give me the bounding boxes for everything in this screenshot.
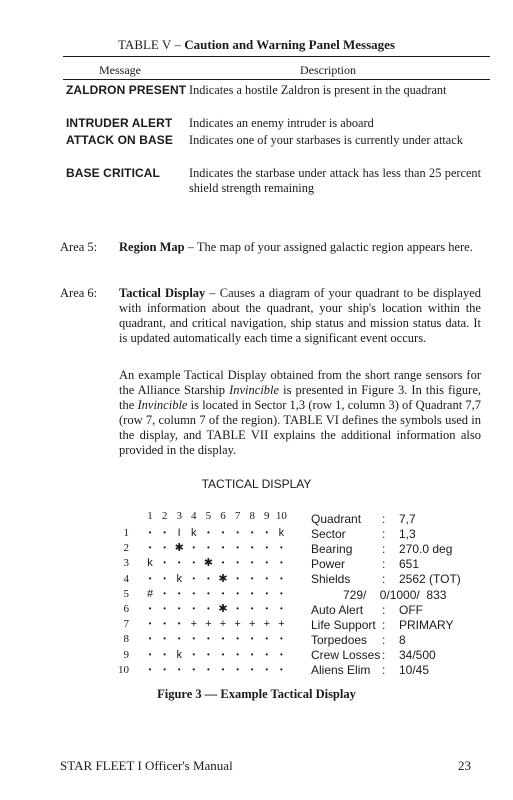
grid-cell: • xyxy=(177,634,181,644)
grid-cell: k xyxy=(191,527,197,539)
grid-cell: • xyxy=(177,664,181,674)
area-text: Tactical Display – Causes a diagram of your quadrant to be displayed with information about the quadrant, your ship's location within the quadrant, and critical navigation, ship status and mission status data. It is updated automatically each time a significant event occurs. xyxy=(119,286,481,345)
grid-cell: ✱ xyxy=(174,542,184,555)
grid-cell: • xyxy=(221,528,225,537)
area-text: Region Map – The map of your assigned galactic region appears here. xyxy=(119,240,473,254)
grid-cell: • xyxy=(265,649,269,659)
grid-cell: • xyxy=(163,528,166,537)
grid-cell: • xyxy=(250,649,254,659)
grid-cell: + xyxy=(205,618,212,631)
grid-cell: • xyxy=(163,588,166,598)
status-key: Life Support xyxy=(311,617,376,632)
grid-cell: • xyxy=(265,634,269,644)
grid-cell: • xyxy=(148,604,152,613)
status-value: PRIMARY xyxy=(399,617,454,632)
grid-row-label: 4 xyxy=(123,572,129,585)
status-key: Power xyxy=(311,557,346,572)
grid-row-label: 7 xyxy=(123,618,129,631)
table-header-message: Message xyxy=(99,63,141,77)
grid-cell: • xyxy=(148,573,152,583)
grid-cell: • xyxy=(163,573,166,583)
grid-cell: • xyxy=(279,543,283,553)
grid-cell: • xyxy=(221,543,225,553)
grid-cell: # xyxy=(146,587,154,600)
grid-row-label: 8 xyxy=(123,633,129,646)
grid-cell: • xyxy=(192,664,196,674)
grid-cell: • xyxy=(163,558,166,568)
grid-row-label: 3 xyxy=(123,557,129,570)
grid-cell: • xyxy=(236,558,239,568)
status-colon: : xyxy=(382,527,386,542)
grid-row-label: 6 xyxy=(123,603,129,615)
grid-column-label: 1 xyxy=(147,510,153,522)
status-value: 34/500 xyxy=(399,647,436,662)
table-header-description: Description xyxy=(300,63,356,77)
grid-cell: • xyxy=(265,543,269,553)
status-key: Quadrant xyxy=(311,512,362,526)
grid-cell: k xyxy=(176,572,182,585)
status-colon: : xyxy=(382,602,386,617)
status-colon: : xyxy=(382,572,386,587)
grid-cell: • xyxy=(236,588,239,598)
grid-cell: • xyxy=(221,664,225,674)
status-value: 270.0 deg xyxy=(399,542,453,557)
grid-cell: • xyxy=(177,619,181,629)
grid-cell: • xyxy=(206,664,210,674)
grid-cell: • xyxy=(163,543,166,553)
status-value: 10/45 xyxy=(399,663,430,677)
status-colon: : xyxy=(382,512,386,526)
status-colon: : xyxy=(382,542,386,557)
grid-cell: • xyxy=(279,604,283,613)
shield-breakdown: 729/ 0/1000/ 833 xyxy=(343,587,447,602)
grid-cell: • xyxy=(236,573,239,583)
grid-cell: + xyxy=(278,618,285,631)
tactical-explanation: An example Tactical Display obtained from the short range sensors for the Alliance Starship Invincible is presented in Figure 3. In this figure, the Invincible is located in Sector 1,3 (row 1, column 3) of Quadrant 7,7 (row 7, column 7 of the region). TABLE VI defines the symbols used in the display, and TABLE VII explains the additional information also provided in the display. xyxy=(119,368,482,457)
table-description: Indicates an enemy intruder is aboard xyxy=(189,116,374,130)
status-key: Sector xyxy=(311,527,346,542)
grid-cell: + xyxy=(234,618,241,631)
grid-cell: • xyxy=(265,573,269,583)
grid-cell: • xyxy=(236,649,239,659)
grid-cell: • xyxy=(265,558,269,568)
grid-row-label: 10 xyxy=(118,663,129,676)
grid-column-label: 3 xyxy=(176,510,182,522)
grid-cell: + xyxy=(219,618,227,631)
grid-column-label: 8 xyxy=(249,510,255,522)
grid-cell: • xyxy=(177,588,181,598)
grid-cell: • xyxy=(206,573,210,583)
grid-cell: • xyxy=(148,634,152,644)
grid-cell: • xyxy=(279,634,283,644)
grid-cell: • xyxy=(250,634,254,644)
grid-cell: • xyxy=(148,528,152,537)
grid-cell: • xyxy=(265,588,269,598)
grid-cell: • xyxy=(163,664,166,674)
grid-cell: • xyxy=(221,634,225,644)
grid-column-label: 7 xyxy=(234,510,241,522)
status-value: 1,3 xyxy=(399,527,416,542)
table-message: ATTACK ON BASE xyxy=(66,133,173,147)
grid-cell: I xyxy=(177,527,181,539)
grid-cell: ✱ xyxy=(203,557,213,570)
grid-cell: • xyxy=(279,664,283,674)
grid-cell: • xyxy=(250,573,254,583)
grid-cell: • xyxy=(163,619,166,629)
grid-cell: • xyxy=(265,528,269,537)
grid-row-label: 9 xyxy=(123,648,129,661)
grid-cell: • xyxy=(148,619,152,629)
grid-cell: • xyxy=(206,634,210,644)
grid-cell: • xyxy=(236,634,239,644)
grid-cell: • xyxy=(206,604,210,613)
grid-cell: • xyxy=(221,558,225,568)
grid-cell: • xyxy=(206,528,210,537)
grid-cell: • xyxy=(265,604,269,613)
status-colon: : xyxy=(382,647,386,662)
grid-cell: • xyxy=(148,543,152,553)
status-key: Crew Losses xyxy=(311,647,381,662)
grid-column-label: 5 xyxy=(205,510,212,522)
status-colon: : xyxy=(382,632,386,647)
grid-cell: • xyxy=(221,649,225,659)
grid-cell: • xyxy=(206,543,210,553)
grid-cell: • xyxy=(250,528,254,537)
grid-cell: ✱ xyxy=(218,572,228,585)
grid-cell: • xyxy=(236,543,239,553)
figure-caption: Figure 3 — Example Tactical Display xyxy=(157,687,356,701)
grid-column-label: 10 xyxy=(275,510,287,522)
status-colon: : xyxy=(382,663,386,677)
status-value: 651 xyxy=(399,557,420,572)
grid-cell: • xyxy=(192,558,196,568)
grid-cell: + xyxy=(263,618,271,631)
grid-cell: • xyxy=(148,664,152,674)
grid-cell: • xyxy=(192,634,196,644)
grid-cell: • xyxy=(148,649,152,659)
grid-cell: • xyxy=(279,588,283,598)
page-number: 23 xyxy=(458,758,471,773)
grid-cell: + xyxy=(248,618,256,631)
grid-cell: • xyxy=(250,588,254,598)
status-key: Auto Alert xyxy=(311,602,364,617)
grid-column-label: 6 xyxy=(220,510,226,522)
table-message: INTRUDER ALERT xyxy=(66,116,173,130)
grid-cell: • xyxy=(236,664,239,674)
grid-cell: • xyxy=(236,528,239,537)
grid-cell: • xyxy=(236,604,239,613)
table-message: BASE CRITICAL xyxy=(66,166,160,180)
status-key: Aliens Elim xyxy=(311,663,371,677)
grid-cell: • xyxy=(206,649,210,659)
grid-cell: • xyxy=(163,649,166,659)
grid-cell: k xyxy=(176,648,182,661)
grid-column-label: 4 xyxy=(191,510,197,522)
grid-row-label: 1 xyxy=(123,527,129,539)
grid-cell: • xyxy=(163,634,166,644)
grid-cell: • xyxy=(177,558,181,568)
status-colon: : xyxy=(382,557,386,572)
grid-cell: • xyxy=(192,604,196,613)
grid-cell: • xyxy=(265,664,269,674)
area-label: Area 5: xyxy=(60,240,98,254)
grid-row-label: 5 xyxy=(123,587,129,600)
grid-cell: • xyxy=(206,588,210,598)
grid-cell: • xyxy=(192,649,196,659)
grid-cell: • xyxy=(192,588,196,598)
table-description: Indicates a hostile Zaldron is present in the quadrant xyxy=(189,83,447,97)
grid-cell: • xyxy=(163,604,166,613)
tactical-display-title: TACTICAL DISPLAY xyxy=(201,477,312,491)
grid-row-label: 2 xyxy=(123,542,129,555)
status-value: OFF xyxy=(399,602,423,617)
table-description: Indicates one of your starbases is currently under attack xyxy=(189,133,463,147)
status-value: 7,7 xyxy=(399,512,416,526)
grid-cell: + xyxy=(190,618,198,631)
grid-cell: • xyxy=(279,649,283,659)
grid-cell: k xyxy=(147,557,153,570)
status-key: Bearing xyxy=(311,542,353,557)
status-colon: : xyxy=(382,617,386,632)
grid-cell: • xyxy=(279,558,283,568)
status-key: Torpedoes xyxy=(311,632,368,647)
grid-cell: • xyxy=(279,573,283,583)
grid-cell: • xyxy=(250,558,254,568)
grid-cell: • xyxy=(250,664,254,674)
footer-manual-title: STAR FLEET I Officer's Manual xyxy=(60,758,233,773)
grid-cell: • xyxy=(221,588,225,598)
status-value: 2562 (TOT) xyxy=(399,572,461,587)
table-description: Indicates the starbase under attack has less than 25 percent shield strength remaining xyxy=(189,166,481,195)
table-title: TABLE V – Caution and Warning Panel Messages xyxy=(118,37,395,52)
grid-column-label: 2 xyxy=(161,510,168,522)
grid-cell: k xyxy=(278,527,285,539)
grid-column-label: 9 xyxy=(264,510,270,522)
status-value: 8 xyxy=(399,632,406,647)
area-label: Area 6: xyxy=(60,286,98,300)
table-message: ZALDRON PRESENT xyxy=(66,83,187,97)
grid-cell: • xyxy=(250,604,254,613)
grid-cell: • xyxy=(250,543,254,553)
grid-cell: • xyxy=(192,573,196,583)
grid-cell: ✱ xyxy=(218,603,228,615)
grid-cell: • xyxy=(177,604,181,613)
grid-cell: • xyxy=(192,543,196,553)
status-key: Shields xyxy=(311,572,351,587)
